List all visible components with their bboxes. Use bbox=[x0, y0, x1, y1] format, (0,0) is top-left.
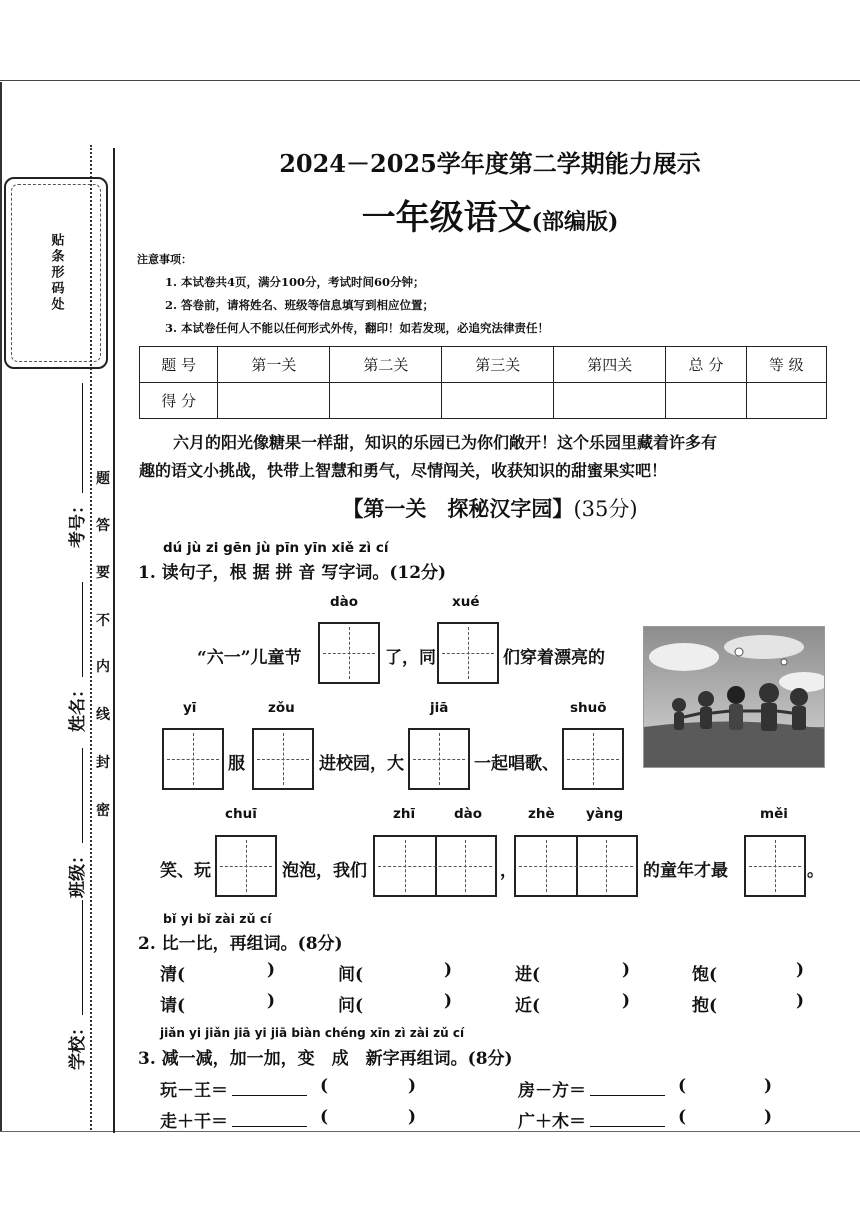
equation bbox=[160, 1076, 311, 1101]
score-header: 第三关 bbox=[442, 347, 554, 383]
tian-grid-box-double[interactable] bbox=[373, 835, 497, 897]
paren-close: ) bbox=[408, 1076, 417, 1096]
note-item: 3. 本试卷任何人不能以任何形式外传，翻印！如若发现，必追究法律责任！ bbox=[165, 321, 550, 335]
compare-item: 进( bbox=[515, 965, 541, 985]
pinyin: yī bbox=[183, 700, 197, 716]
sentence-text: 的童年才最 bbox=[643, 861, 728, 881]
equation bbox=[518, 1107, 669, 1132]
page-left-rule bbox=[0, 82, 2, 1132]
equation bbox=[160, 1107, 311, 1132]
paren-open: ( bbox=[678, 1107, 687, 1127]
seal-char: 不 bbox=[96, 613, 110, 629]
seal-char: 题 bbox=[96, 471, 110, 487]
compare-close: ) bbox=[622, 960, 631, 980]
class-label: 班级： bbox=[68, 847, 88, 898]
sentence-text: 一起唱歌、 bbox=[474, 754, 559, 774]
paren-close: ) bbox=[764, 1107, 773, 1127]
score-table bbox=[139, 346, 827, 419]
equation-expr: 走＋干＝ bbox=[160, 1112, 228, 1132]
compare-close: ) bbox=[267, 991, 276, 1011]
edition-label: (部编版) bbox=[531, 209, 619, 235]
compare-close: ) bbox=[796, 960, 805, 980]
score-cell[interactable] bbox=[746, 383, 826, 419]
compare-item: 近( bbox=[515, 996, 541, 1016]
score-header: 等 级 bbox=[746, 347, 826, 383]
compare-item: 请( bbox=[160, 996, 186, 1016]
compare-item: 抱( bbox=[692, 996, 718, 1016]
q3-pinyin: jiǎn yi jiǎn jiā yi jiā biàn chéng xīn zì zài zǔ cí bbox=[160, 1026, 465, 1040]
q2-pinyin: bǐ yi bǐ zài zǔ cí bbox=[163, 911, 272, 926]
school-label: 学校： bbox=[68, 1019, 88, 1070]
compare-item: 清( bbox=[160, 965, 186, 985]
subject-title bbox=[120, 190, 860, 239]
section-score: (35分) bbox=[573, 497, 638, 521]
pinyin: zhī bbox=[393, 806, 416, 822]
exam-no-field bbox=[63, 383, 88, 548]
barcode-label: 贴条形码处 bbox=[48, 233, 64, 313]
pinyin: měi bbox=[760, 806, 788, 822]
score-cell[interactable] bbox=[330, 383, 442, 419]
pinyin: dào bbox=[454, 806, 483, 822]
score-header: 第一关 bbox=[218, 347, 330, 383]
tian-grid-box[interactable] bbox=[408, 728, 470, 790]
score-header: 第二关 bbox=[330, 347, 442, 383]
compare-close: ) bbox=[444, 991, 453, 1011]
answer-blank[interactable] bbox=[590, 1081, 665, 1096]
page-bottom-rule bbox=[0, 1131, 860, 1132]
paren-open: ( bbox=[678, 1076, 687, 1096]
tian-grid-box[interactable] bbox=[252, 728, 314, 790]
page-top-rule bbox=[0, 80, 860, 81]
score-cell[interactable] bbox=[666, 383, 746, 419]
compare-item: 间( bbox=[338, 965, 364, 985]
q3-text: 3. 减一减，加一加，变 成 新字再组词。(8分) bbox=[138, 1049, 513, 1069]
sentence-text: “六一”儿童节 bbox=[197, 648, 302, 668]
school-field bbox=[63, 900, 88, 1070]
binding-rule bbox=[113, 148, 115, 1133]
pinyin: zǒu bbox=[268, 700, 295, 716]
tian-grid-box[interactable] bbox=[437, 622, 499, 684]
sentence-text: 泡泡，我们 bbox=[282, 861, 367, 881]
sentence-text: 服 bbox=[228, 754, 245, 774]
intro-line: 六月的阳光像糖果一样甜，知识的乐园已为你们敞开！这个乐园里藏着许多有 bbox=[173, 433, 718, 452]
equation-expr: 广＋木＝ bbox=[518, 1112, 586, 1132]
score-row-label: 得 分 bbox=[140, 383, 218, 419]
exam-title: 2024－2025学年度第二学期能力展示 bbox=[279, 149, 701, 178]
section-name: 【第一关 探秘汉字园】 bbox=[342, 496, 574, 521]
pinyin: xué bbox=[452, 594, 480, 610]
children-running-illustration bbox=[643, 626, 825, 768]
score-header: 第四关 bbox=[554, 347, 666, 383]
seal-char: 封 bbox=[96, 755, 110, 771]
q1-text: 1. 读句子，根 据 拼 音 写字词。(12分) bbox=[138, 563, 447, 583]
name-field bbox=[63, 582, 88, 732]
score-header: 题 号 bbox=[140, 347, 218, 383]
answer-blank[interactable] bbox=[232, 1081, 307, 1096]
tian-grid-box[interactable] bbox=[162, 728, 224, 790]
pinyin: dào bbox=[330, 594, 359, 610]
equation-expr: 玩－王＝ bbox=[160, 1081, 228, 1101]
compare-item: 饱( bbox=[692, 965, 718, 985]
equation bbox=[518, 1076, 669, 1101]
sentence-text: ， bbox=[500, 861, 517, 881]
seal-char: 密 bbox=[96, 803, 110, 819]
compare-close: ) bbox=[796, 991, 805, 1011]
tian-grid-box[interactable] bbox=[215, 835, 277, 897]
section-title bbox=[120, 493, 860, 523]
pinyin: chuī bbox=[225, 806, 257, 822]
sentence-text: 笑、玩 bbox=[160, 861, 211, 881]
sentence-text: 进校园，大 bbox=[319, 754, 404, 774]
score-cell[interactable] bbox=[442, 383, 554, 419]
answer-blank[interactable] bbox=[232, 1112, 307, 1127]
subject-name: 一年级语文 bbox=[361, 198, 532, 238]
score-header: 总 分 bbox=[666, 347, 746, 383]
notes-heading: 注意事项： bbox=[137, 253, 192, 266]
compare-close: ) bbox=[267, 960, 276, 980]
seal-char: 线 bbox=[96, 707, 110, 723]
sentence-text: 了，同 bbox=[385, 648, 436, 668]
name-label: 姓名： bbox=[68, 681, 88, 732]
paren-close: ) bbox=[408, 1107, 417, 1127]
paren-close: ) bbox=[764, 1076, 773, 1096]
pinyin: shuō bbox=[570, 700, 607, 716]
tian-grid-box[interactable] bbox=[744, 835, 806, 897]
note-item: 1. 本试卷共4页，满分100分，考试时间60分钟； bbox=[165, 275, 425, 289]
score-cell[interactable] bbox=[554, 383, 666, 419]
compare-item: 问( bbox=[338, 996, 364, 1016]
note-item: 2. 答卷前，请将姓名、班级等信息填写到相应位置； bbox=[165, 298, 435, 312]
pinyin: zhè bbox=[528, 806, 555, 822]
score-cell[interactable] bbox=[218, 383, 330, 419]
answer-blank[interactable] bbox=[590, 1112, 665, 1127]
sentence-text: 。 bbox=[807, 861, 824, 881]
intro-line: 趣的语文小挑战，快带上智慧和勇气，尽情闯关，收获知识的甜蜜果实吧！ bbox=[139, 461, 668, 480]
barcode-area bbox=[4, 177, 108, 369]
q1-pinyin: dú jù zi gēn jù pīn yīn xiě zì cí bbox=[163, 540, 389, 556]
compare-close: ) bbox=[444, 960, 453, 980]
sentence-text: 们穿着漂亮的 bbox=[503, 648, 605, 668]
class-field bbox=[63, 748, 88, 898]
pinyin: yàng bbox=[586, 806, 624, 822]
tian-grid-box[interactable] bbox=[562, 728, 624, 790]
seal-char: 要 bbox=[96, 565, 110, 581]
pinyin: jiā bbox=[430, 700, 449, 716]
tian-grid-box[interactable] bbox=[318, 622, 380, 684]
q2-text: 2. 比一比，再组词。(8分) bbox=[138, 934, 343, 954]
exam-no-label: 考号： bbox=[68, 497, 88, 548]
paren-open: ( bbox=[320, 1107, 329, 1127]
paren-open: ( bbox=[320, 1076, 329, 1096]
seal-char: 答 bbox=[96, 518, 110, 534]
tian-grid-box-double[interactable] bbox=[514, 835, 638, 897]
seal-char: 内 bbox=[96, 659, 110, 675]
equation-expr: 房－方＝ bbox=[518, 1081, 586, 1101]
compare-close: ) bbox=[622, 991, 631, 1011]
